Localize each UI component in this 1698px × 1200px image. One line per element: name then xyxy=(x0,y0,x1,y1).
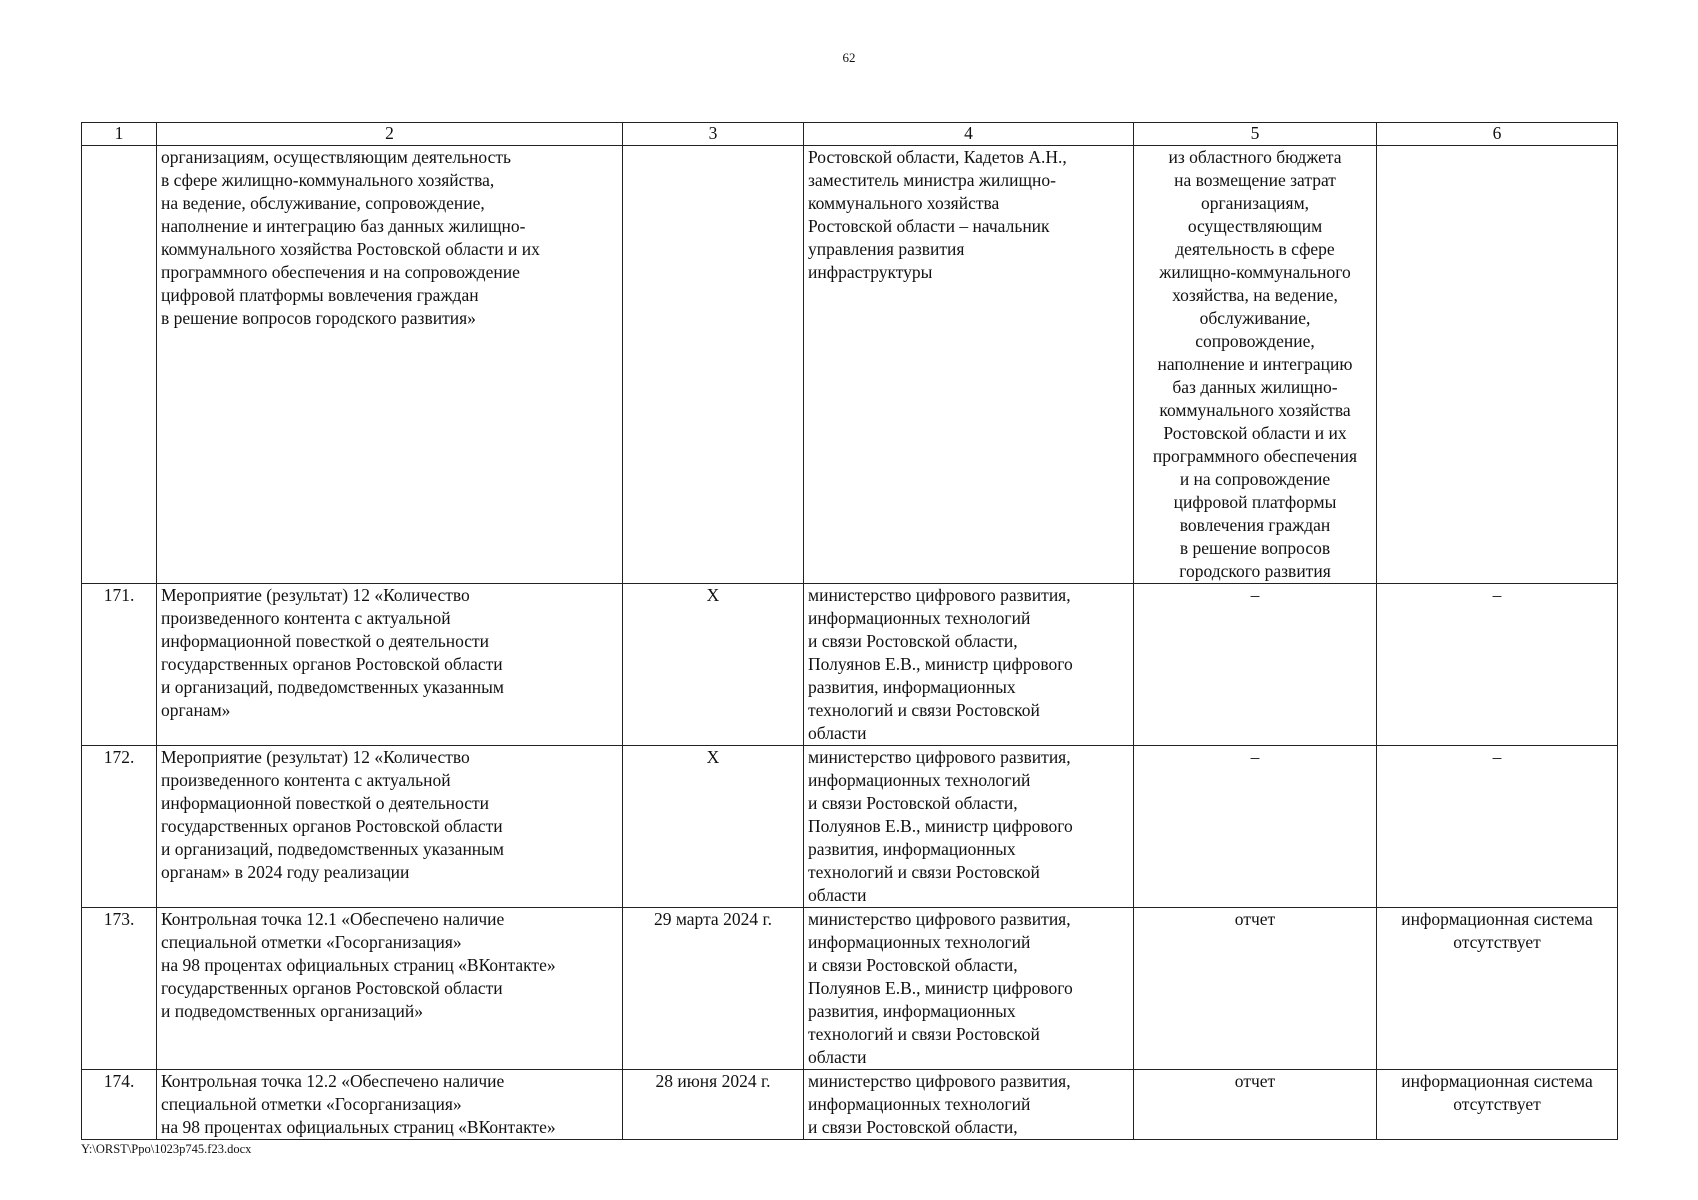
table-row xyxy=(82,584,1618,746)
table-row xyxy=(82,908,1618,1070)
column-header-5: 5 xyxy=(1134,123,1377,146)
responsible-executor: министерство цифрового развития, информационных технологий и связи Ростовской области, Полуянов Е.В., министр цифрового развития, информационных технологий и связи Ростовской области xyxy=(804,746,1134,908)
confirmation-document: отчет xyxy=(1134,1070,1377,1140)
responsible-executor: министерство цифрового развития, информационных технологий и связи Ростовской области, Полуянов Е.В., министр цифрового развития, информационных технологий и связи Ростовской области xyxy=(804,908,1134,1070)
information-system: информационная система отсутствует xyxy=(1377,1070,1618,1140)
page-number: 62 xyxy=(842,50,856,65)
deadline: X xyxy=(623,584,804,746)
column-header-1: 1 xyxy=(82,123,157,146)
footer-file-path: Y:\ORST\Ppo\1023p745.f23.docx xyxy=(81,1142,252,1156)
confirmation-document: из областного бюджета на возмещение затрат организациям, осуществляющим деятельность в сфере жилищно-коммунального хозяйства, на ведение, обслуживание, сопровождение, наполнение и интеграцию баз данных жилищно- коммунального хозяйства Ростовской области и их программного обеспечения и на сопровождение цифровой платформы вовлечения граждан в решение вопросов городского развития xyxy=(1134,146,1377,584)
column-header-3: 3 xyxy=(623,123,804,146)
table-header-row xyxy=(82,123,1618,146)
event-description: Мероприятие (результат) 12 «Количество произведенного контента с актуальной информационной повесткой о деятельности государственных органов Ростовской области и организаций, подведомственных указанным органам» в 2024 году реализации xyxy=(157,746,623,908)
table-row xyxy=(82,146,1618,584)
deadline: X xyxy=(623,746,804,908)
row-number: 172. xyxy=(82,746,157,908)
event-description: Контрольная точка 12.1 «Обеспечено наличие специальной отметки «Госорганизация» на 98 процентах официальных страниц «ВКонтакте» государственных органов Ростовской области и подведомственных организаций» xyxy=(157,908,623,1070)
confirmation-document: отчет xyxy=(1134,908,1377,1070)
confirmation-document: – xyxy=(1134,746,1377,908)
responsible-executor: министерство цифрового развития, информационных технологий и связи Ростовской области, xyxy=(804,1070,1134,1140)
row-number: 174. xyxy=(82,1070,157,1140)
event-description: Мероприятие (результат) 12 «Количество произведенного контента с актуальной информационной повесткой о деятельности государственных органов Ростовской области и организаций, подведомственных указанным органам» xyxy=(157,584,623,746)
table-row xyxy=(82,1070,1618,1140)
responsible-executor: Ростовской области, Кадетов А.Н., заместитель министра жилищно- коммунального хозяйства Ростовской области – начальник управления развития инфраструктуры xyxy=(804,146,1134,584)
event-description: организациям, осуществляющим деятельность в сфере жилищно-коммунального хозяйства, на ведение, обслуживание, сопровождение, наполнение и интеграцию баз данных жилищно- коммунального хозяйства Ростовской области и их программного обеспечения и на сопровождение цифровой платформы вовлечения граждан в решение вопросов городского развития» xyxy=(157,146,623,584)
document-table xyxy=(81,122,1618,1140)
deadline: 29 марта 2024 г. xyxy=(623,908,804,1070)
deadline xyxy=(623,146,804,584)
event-description: Контрольная точка 12.2 «Обеспечено наличие специальной отметки «Госорганизация» на 98 процентах официальных страниц «ВКонтакте» xyxy=(157,1070,623,1140)
confirmation-document: – xyxy=(1134,584,1377,746)
row-number: 173. xyxy=(82,908,157,1070)
table-row xyxy=(82,746,1618,908)
row-number: 171. xyxy=(82,584,157,746)
row-number xyxy=(82,146,157,584)
column-header-4: 4 xyxy=(804,123,1134,146)
column-header-2: 2 xyxy=(157,123,623,146)
column-header-6: 6 xyxy=(1377,123,1618,146)
information-system: – xyxy=(1377,746,1618,908)
deadline: 28 июня 2024 г. xyxy=(623,1070,804,1140)
responsible-executor: министерство цифрового развития, информационных технологий и связи Ростовской области, Полуянов Е.В., министр цифрового развития, информационных технологий и связи Ростовской области xyxy=(804,584,1134,746)
information-system xyxy=(1377,146,1618,584)
information-system: – xyxy=(1377,584,1618,746)
information-system: информационная система отсутствует xyxy=(1377,908,1618,1070)
